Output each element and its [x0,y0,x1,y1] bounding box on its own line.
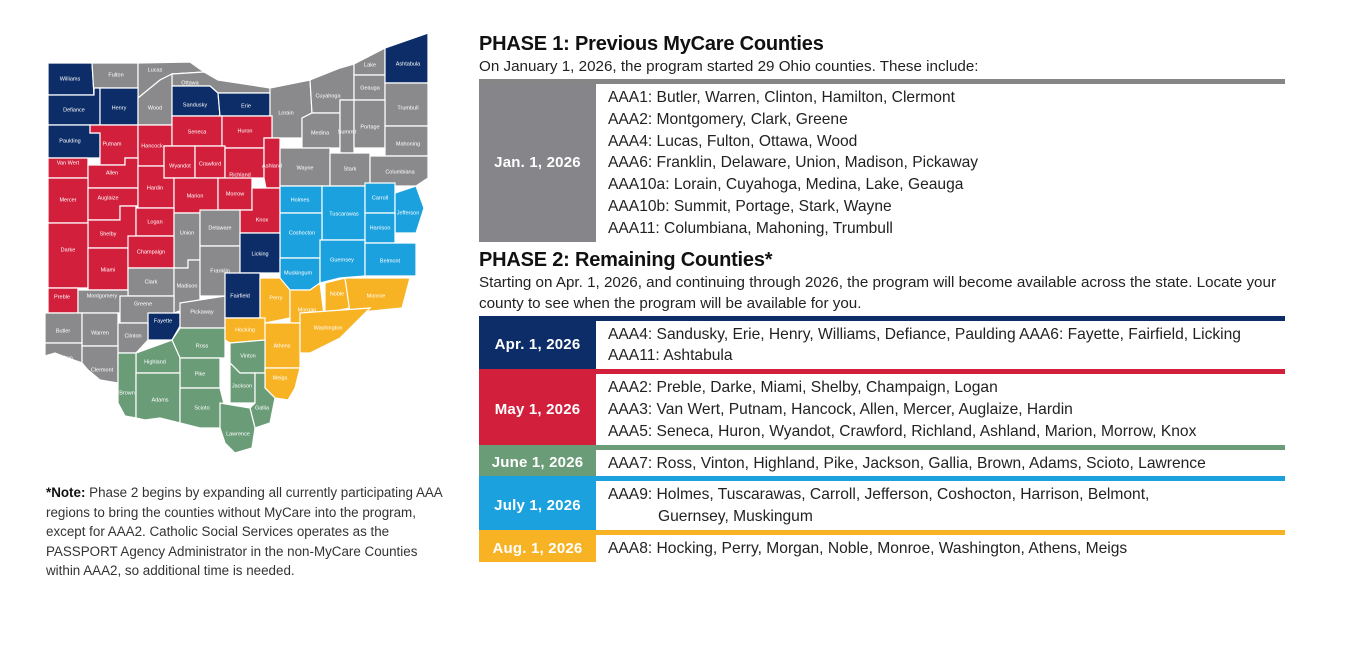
svg-text:Henry: Henry [111,105,127,112]
schedule-row-june [479,445,1285,477]
svg-text:Ashland: Ashland [262,163,282,170]
aaa-line: AAA11: Ashtabula [608,347,733,365]
schedule-row-jan [479,79,1285,242]
schedule-row-july [479,476,1285,530]
svg-text:Champaign: Champaign [136,249,166,256]
county-list [596,321,1285,370]
svg-text:Medina: Medina [310,130,330,137]
date-cell: June 1, 2026 [479,450,596,477]
svg-text:Columbiana: Columbiana [385,169,415,176]
svg-text:Clinton: Clinton [124,333,142,340]
svg-text:Coshocton: Coshocton [288,230,316,237]
svg-text:Seneca: Seneca [187,129,207,136]
svg-text:Fulton: Fulton [108,72,124,79]
svg-text:Hancock: Hancock [141,143,163,150]
svg-text:Morgan: Morgan [297,307,317,314]
aaa-line: AAA8: Hocking, Perry, Morgan, Noble, Monroe, Washington, Athens, Meigs [608,539,1128,557]
phase2-title: PHASE 2: Remaining Counties* [479,248,773,271]
svg-text:Wood: Wood [147,105,163,112]
svg-text:Brown: Brown [119,390,135,397]
svg-text:Ashtabula: Ashtabula [395,61,421,68]
svg-text:Lorain: Lorain [278,110,294,117]
svg-text:Mercer: Mercer [59,197,77,204]
svg-text:Greene: Greene [133,301,153,308]
svg-text:Trumbull: Trumbull [397,105,419,112]
aaa-line: AAA11: Columbiana, Mahoning, Trumbull [608,219,893,237]
county-sandusky [172,86,220,116]
svg-text:Perry: Perry [269,295,283,302]
svg-text:Vinton: Vinton [240,353,256,360]
svg-text:Washington: Washington [313,325,343,332]
phase2-table [479,316,1285,562]
aaa-line: AAA6: Franklin, Delaware, Union, Madison, Pickaway [608,154,979,172]
svg-text:Geauga: Geauga [360,85,380,92]
phase1-subtitle: On January 1, 2026, the program started 29 Ohio counties. These include: [479,58,979,75]
svg-text:Lawrence: Lawrence [226,431,250,438]
svg-text:Adams: Adams [151,397,169,404]
svg-text:Stark: Stark [343,166,357,173]
phase2-subtitle: Starting on Apr. 1, 2026, and continuing through 2026, the program will become available across the state. Locate your county to see when the program will be available for you. [479,273,1277,312]
aaa-line: AAA4: Lucas, Fulton, Ottawa, Wood [608,132,858,150]
svg-text:Clark: Clark [144,279,158,286]
aaa-line: AAA2: Montgomery, Clark, Greene [608,110,848,128]
svg-text:Lake: Lake [364,62,376,69]
county-clermont [82,346,118,383]
svg-text:Warren: Warren [91,330,109,337]
phase1-table [479,79,1285,242]
aaa-line: AAA10b: Summit, Portage, Stark, Wayne [608,197,892,215]
aaa-line: AAA7: Ross, Vinton, Highland, Pike, Jackson, Gallia, Brown, Adams, Scioto, Lawrence [608,454,1206,472]
aaa-line: AAA4: Sandusky, Erie, Henry, Williams, Defiance, Paulding AAA6: Fayette, Fairfield, Licking [608,325,1241,343]
svg-text:Marion: Marion [186,193,204,200]
svg-text:Erie: Erie [241,103,251,110]
date-cell: July 1, 2026 [479,481,596,530]
county-ashtabula [385,33,428,83]
county-lawrence [220,403,255,453]
svg-text:Auglaize: Auglaize [97,195,119,202]
svg-text:Ottawa: Ottawa [181,80,199,87]
svg-text:Muskingum: Muskingum [283,270,313,277]
svg-text:Clermont: Clermont [90,367,114,374]
county-summit [340,100,354,153]
svg-text:Guernsey: Guernsey [330,257,354,264]
aaa-line: AAA3: Van Wert, Putnam, Hancock, Allen, Mercer, Auglaize, Hardin [608,400,1073,418]
county-list [596,84,1285,242]
svg-text:Pickaway: Pickaway [190,309,214,316]
svg-text:Portage: Portage [360,124,380,131]
schedule-row-may [479,369,1285,444]
svg-text:Belmont: Belmont [379,258,401,265]
svg-text:Van Wert: Van Wert [56,160,80,167]
svg-text:Huron: Huron [237,128,253,135]
svg-text:Morrow: Morrow [225,191,245,198]
svg-text:Wyandot: Wyandot [169,163,191,170]
county-brown [118,353,136,418]
svg-text:Carroll: Carroll [371,195,389,202]
county-list [596,535,1285,562]
svg-text:Lucas: Lucas [147,67,163,74]
svg-text:Summit: Summit [337,129,357,136]
svg-text:Scioto: Scioto [194,405,210,412]
schedule-row-aug [479,530,1285,562]
svg-text:Harrison: Harrison [369,225,391,232]
ohio-map-svg [40,28,440,468]
svg-text:Athens: Athens [273,343,291,350]
county-wyandot [164,146,195,178]
svg-text:Hamilton: Hamilton [51,355,73,362]
date-cell: May 1, 2026 [479,374,596,444]
svg-text:Williams: Williams [59,76,81,83]
svg-text:Montgomery: Montgomery [86,293,118,300]
aaa-line: AAA1: Butler, Warren, Clinton, Hamilton, Clermont [608,89,955,106]
aaa-line: AAA9: Holmes, Tuscarawas, Carroll, Jefferson, Coshocton, Harrison, Belmont, [608,486,1150,504]
svg-text:Jefferson: Jefferson [396,210,420,217]
svg-text:Allen: Allen [105,170,119,177]
svg-text:Crawford: Crawford [198,161,222,168]
svg-text:Hocking: Hocking [235,327,255,334]
svg-text:Tuscarawas: Tuscarawas [329,211,359,218]
svg-text:Paulding: Paulding [59,138,81,145]
svg-text:Meigs: Meigs [272,375,288,382]
aaa-line: AAA2: Preble, Darke, Miami, Shelby, Champaign, Logan [608,379,998,397]
aaa-line: AAA10a: Lorain, Cuyahoga, Medina, Lake, Geauga [608,176,964,194]
svg-text:Fayette: Fayette [153,318,173,325]
phase1-title: PHASE 1: Previous MyCare Counties [479,33,824,55]
svg-text:Jackson: Jackson [231,383,253,390]
date-cell: Aug. 1, 2026 [479,535,596,562]
svg-text:Logan: Logan [147,219,163,226]
svg-text:Sandusky: Sandusky [182,102,208,109]
svg-text:Licking: Licking [251,251,269,258]
phase2-footnote [46,483,446,581]
svg-text:Preble: Preble [54,294,70,301]
date-cell: Apr. 1, 2026 [479,321,596,370]
svg-text:Defiance: Defiance [63,107,85,114]
svg-text:Pike: Pike [194,371,206,378]
schedule-row-apr [479,316,1285,370]
date-cell: Jan. 1, 2026 [479,84,596,242]
svg-text:Noble: Noble [329,291,345,298]
svg-text:Gallia: Gallia [254,405,270,412]
svg-text:Butler: Butler [55,328,71,335]
county-preble [48,288,78,313]
svg-text:Franklin: Franklin [210,268,230,275]
county-list [596,450,1285,477]
aaa-line: AAA5: Seneca, Huron, Wyandot, Crawford, Richland, Ashland, Marion, Morrow, Knox [608,422,1197,440]
ohio-county-map [40,28,440,468]
svg-text:Madison: Madison [176,283,198,290]
svg-text:Knox: Knox [255,217,269,224]
svg-text:Shelby: Shelby [99,231,117,238]
aaa-line-continued: Guernsey, Muskingum [658,508,813,526]
county-list [596,374,1285,444]
svg-text:Putnam: Putnam [102,141,122,148]
note-label: *Note: [46,485,86,500]
svg-text:Highland: Highland [144,359,166,366]
county-list [596,481,1285,530]
svg-text:Ross: Ross [195,343,209,350]
svg-text:Holmes: Holmes [290,197,310,204]
svg-text:Monroe: Monroe [366,293,386,300]
svg-text:Miami: Miami [100,267,116,274]
svg-text:Mahoning: Mahoning [395,141,421,148]
svg-text:Cuyahoga: Cuyahoga [315,93,341,100]
svg-text:Hardin: Hardin [146,185,164,192]
svg-text:Delaware: Delaware [208,225,232,232]
svg-text:Fairfield: Fairfield [230,293,250,300]
county-darke [48,223,88,288]
svg-text:Darke: Darke [60,247,76,254]
rollout-schedule [479,32,1285,562]
note-text: Phase 2 begins by expanding all currently participating AAA regions to bring the counties without MyCare into the program, except for AAA2. Catholic Social Services operates as the PASSPORT Agency Administrator in the non-MyCare Counties within AAA2, so additional time is needed. [46,485,443,578]
svg-text:Union: Union [179,230,195,237]
svg-text:Wayne: Wayne [296,165,314,172]
svg-text:Richland: Richland [229,172,251,179]
